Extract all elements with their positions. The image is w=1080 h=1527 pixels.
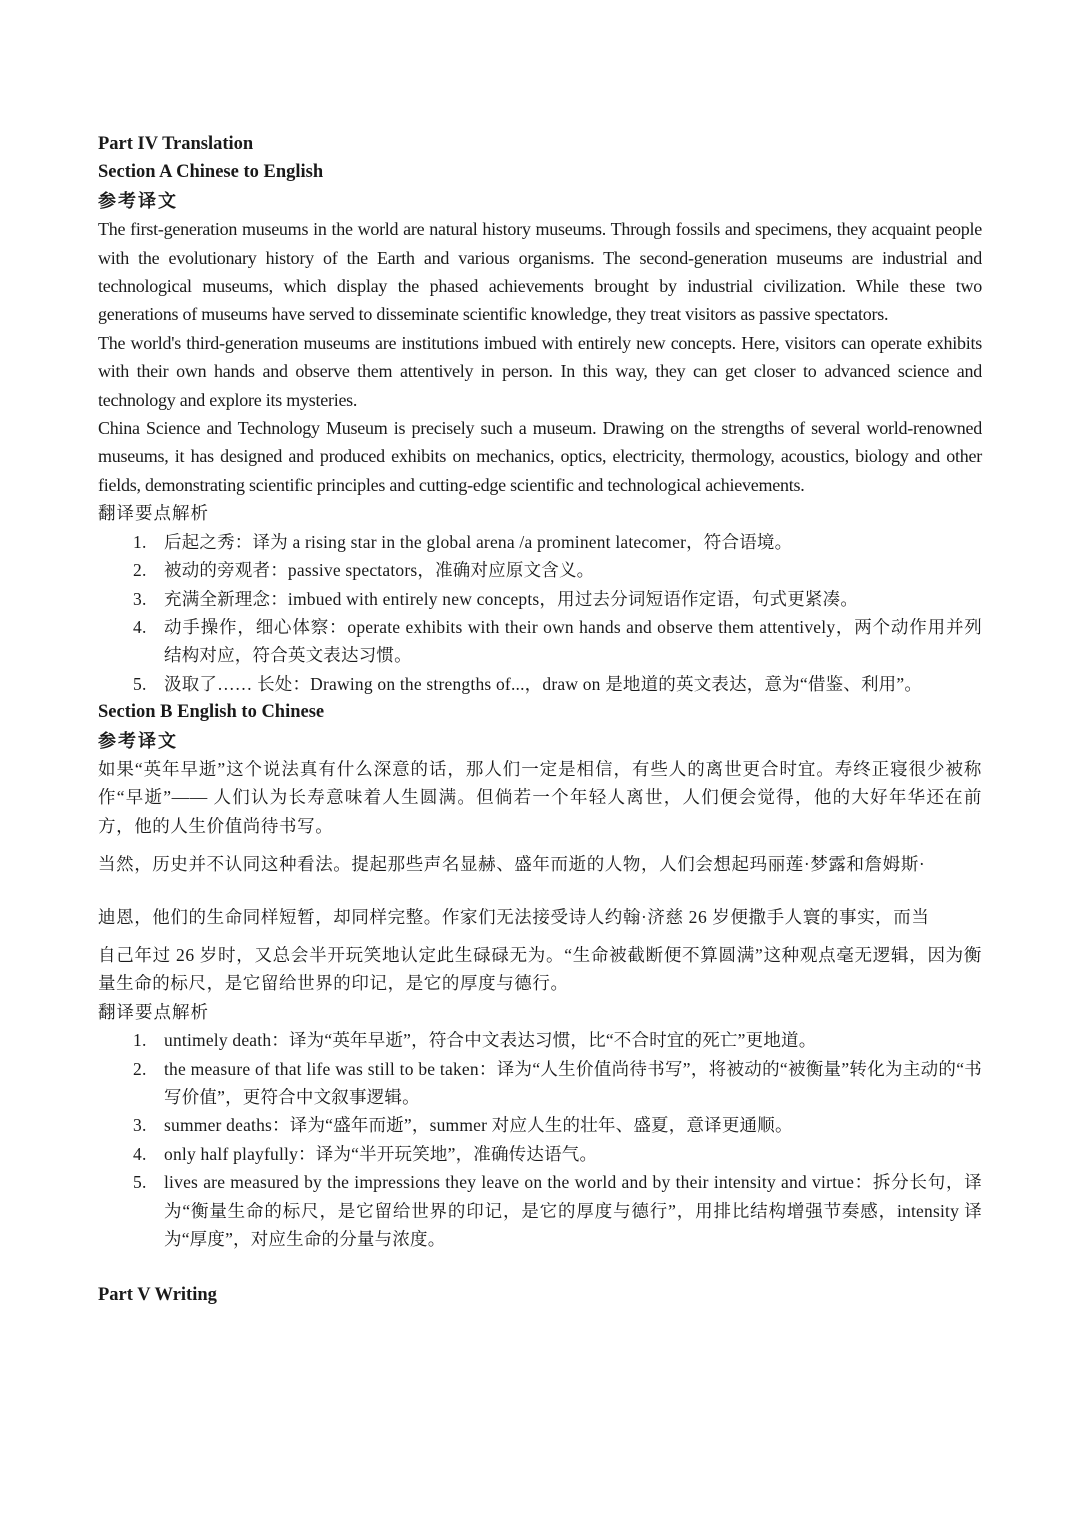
note-number: 5.	[133, 1172, 147, 1193]
section-b-paragraph-4: 自己年过 26 岁时，又总会半开玩笑地认定此生碌碌无为。“生命被截断便不算圆满”这种观点毫无逻辑，因为衡量生命的标尺，是它留给世界的印记，是它的厚度与德行。	[98, 944, 982, 994]
list-item	[98, 613, 982, 670]
list-item	[98, 585, 982, 613]
list-item	[98, 1055, 982, 1112]
section-a-paragraph-2: The world's third-generation museums are institutions imbued with entirely new concepts. Here, visitors can operate exhibits with their own hands and observe them attentively in person. In this way, they can get closer to advanced science and technology and explore its mysteries.	[98, 332, 982, 410]
section-b-paragraph-2: 当然，历史并不认同这种看法。提起那些声名显赫、盛年而逝的人物，人们会想起玛丽莲·梦露和詹姆斯·	[98, 854, 926, 875]
section-b-title: Section B English to Chinese	[98, 702, 325, 723]
section-b-paragraph-3: 迪恩，他们的生命同样短暂，却同样完整。作家们无法接受诗人约翰·济慈 26 岁便撒手人寰的事实，而当	[98, 906, 930, 927]
note-number: 1.	[133, 531, 147, 552]
list-item	[98, 1111, 982, 1139]
section-b-paragraph-1: 如果“英年早逝”这个说法真有什么深意的话，那人们一定是相信，有些人的离世更合时宜。寿终正寝很少被称作“早逝”—— 人们认为长寿意味着人生圆满。但倘若一个年轻人离世，人们便会觉得，他的大好年华还在前方，他的人生价值尚待书写。	[98, 758, 982, 836]
note-number: 4.	[133, 1143, 147, 1164]
list-item	[98, 1026, 982, 1054]
note-number: 2.	[133, 560, 147, 581]
note-text: summer deaths：译为“盛年而逝”，summer 对应人生的壮年、盛夏，意译更通顺。	[164, 1115, 793, 1136]
list-item	[98, 670, 982, 698]
note-number: 3.	[133, 588, 147, 609]
part-iv-title: Part IV Translation	[98, 134, 254, 154]
note-text: lives are measured by the impressions they leave on the world and by their intensity and virtue：拆分长句，译为“衡量生命的标尺，是它留给世界的印记，是它的厚度与德行”，用排比结构增强节奏感，intensity 译为“厚度”，对应生命的分量与浓度。	[164, 1172, 982, 1250]
note-number: 3.	[133, 1115, 147, 1136]
note-text: 后起之秀：译为 a rising star in the global arena /a prominent latecomer，符合语境。	[164, 531, 793, 552]
list-item	[98, 556, 982, 584]
list-item	[98, 528, 982, 556]
section-a-title: Section A Chinese to English	[98, 162, 324, 183]
note-text: 动手操作，细心体察：operate exhibits with their own hands and observe them attentively，两个动作用并列结构对应，符合英文表达习惯。	[164, 616, 982, 666]
section-a-paragraph-1: The first-generation museums in the world are natural history museums. Through fossils and specimens, they acquaint people with the evolutionary history of the Earth and various organisms. The second-generation museums are industrial and technological museums, which display the phased achievements brought by industrial civilization. While these two generations of museums have served to disseminate scientific knowledge, they treat visitors as passive spectators.	[98, 219, 982, 325]
note-text: the measure of that life was still to be taken：译为“人生价值尚待书写”，将被动的“被衡量”转化为主动的“书写价值”，更符合中文叙事逻辑。	[164, 1058, 982, 1107]
section-a-notes-label: 翻译要点解析	[98, 503, 209, 524]
section-a-paragraph-3: China Science and Technology Museum is precisely such a museum. Drawing on the strengths of several world-renowned museums, it has designed and produced exhibits on mechanics, optics, electricity, thermology, acoustics, biology and other fields, demonstrating scientific principles and cutting-edge scientific and technological achievements.	[98, 418, 982, 495]
list-item	[98, 1140, 982, 1168]
note-number: 5.	[133, 673, 147, 694]
note-text: untimely death：译为“英年早逝”，符合中文表达习惯，比“不合时宜的死亡”更地道。	[164, 1030, 817, 1051]
section-a-notes-list	[98, 528, 982, 698]
note-number: 2.	[133, 1058, 147, 1079]
section-a-reference-label: 参考译文	[98, 190, 178, 211]
note-text: 汲取了…… 长处：Drawing on the strengths of...，draw on 是地道的英文表达，意为“借鉴、利用”。	[164, 673, 923, 694]
note-number: 4.	[133, 616, 147, 637]
section-b-notes-label: 翻译要点解析	[98, 1001, 209, 1022]
note-text: 被动的旁观者：passive spectators，准确对应原文含义。	[164, 560, 595, 581]
note-number: 1.	[133, 1030, 147, 1051]
section-b-reference-label: 参考译文	[98, 730, 178, 751]
list-item	[98, 1168, 982, 1253]
note-text: only half playfully：译为“半开玩笑地”，准确传达语气。	[164, 1143, 598, 1164]
document-page	[98, 130, 982, 1310]
note-text: 充满全新理念：imbued with entirely new concepts，用过去分词短语作定语，句式更紧凑。	[164, 588, 859, 609]
section-b-notes-list	[98, 1026, 982, 1253]
part-v-title: Part V Writing	[98, 1285, 217, 1306]
